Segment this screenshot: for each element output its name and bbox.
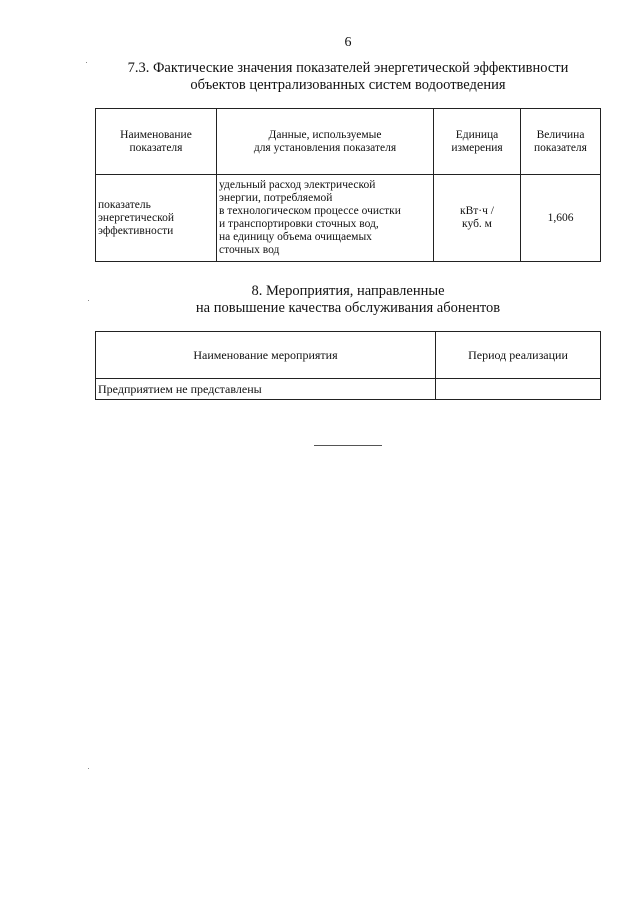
end-divider <box>314 445 382 446</box>
measure-name-cell: Предприятием не представлены <box>96 379 436 400</box>
energy-efficiency-table <box>95 108 601 262</box>
source-data-cell: удельный расход электрической энергии, потребляемой в технологическом процессе очистки и транспортировки сточных вод, на единицу объема очищаемых сточных вод <box>217 175 434 262</box>
period-cell <box>436 379 601 400</box>
header-unit: Единица измерения <box>434 109 521 175</box>
section-8-title <box>96 283 600 317</box>
section-8-title-line-2: на повышение качества обслуживания абонентов <box>195 300 501 316</box>
value-cell: 1,606 <box>521 175 601 262</box>
header-source-data: Данные, используемые для установления показателя <box>217 109 434 175</box>
header-value: Величина показателя <box>521 109 601 175</box>
table-row <box>96 175 601 262</box>
table-header-row <box>96 332 601 379</box>
table-row <box>96 379 601 400</box>
scan-mark <box>88 768 89 769</box>
table-header-row <box>96 109 601 175</box>
indicator-name-cell: показатель энергетической эффективности <box>96 175 217 262</box>
unit-cell: кВт·ч / куб. м <box>434 175 521 262</box>
page-number: 6 <box>344 35 352 50</box>
header-measure-name: Наименование мероприятия <box>96 332 436 379</box>
section-8-title-line-1: 8. Мероприятия, направленные <box>251 283 445 299</box>
section-7-title-line-1: 7.3. Фактические значения показателей энергетической эффективности <box>127 60 569 76</box>
section-7-title-line-2: объектов централизованных систем водоотведения <box>190 77 506 93</box>
service-measures-table <box>95 331 601 400</box>
header-indicator-name: Наименование показателя <box>96 109 217 175</box>
header-period: Период реализации <box>436 332 601 379</box>
scan-mark <box>86 62 87 63</box>
scan-mark <box>88 300 89 301</box>
section-7-title <box>96 60 600 94</box>
